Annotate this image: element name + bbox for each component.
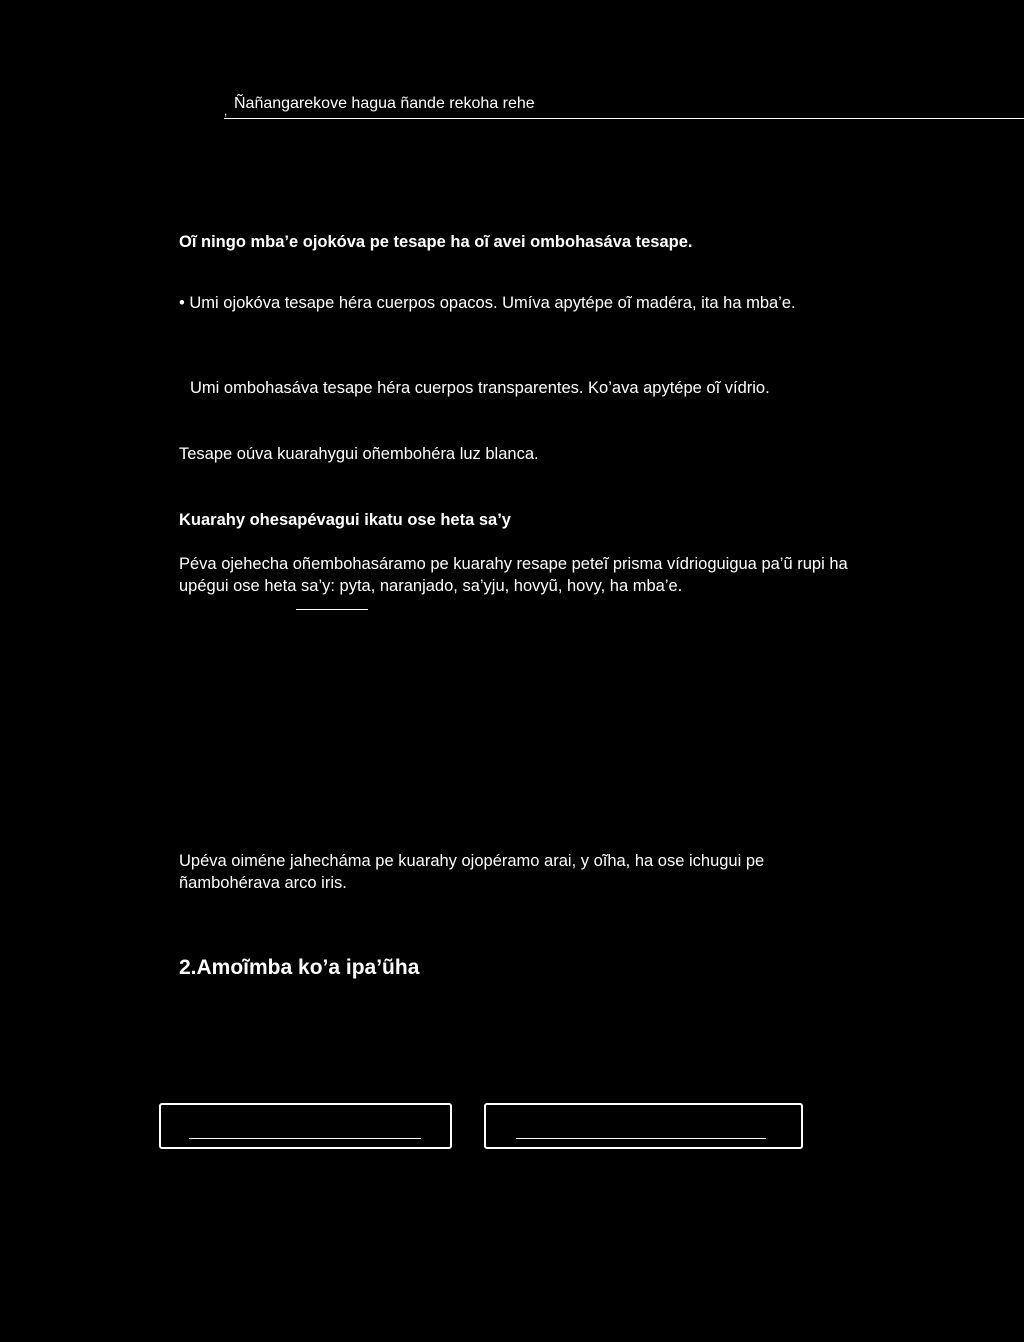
rainbow-paragraph: Upéva oiméne jahecháma pe kuarahy ojopéramo arai, y oĩha, ha ose ichugui pe ñambohérava arco iris. [179, 852, 765, 892]
intro-statement: Oĩ ningo mba’e ojokóva pe tesape ha oĩ avei ombohasáva tesape. [179, 233, 693, 251]
section-title: 2.Amoĩmba ko’a ipa’ũha [179, 956, 420, 979]
subheading: Kuarahy ohesapévagui ikatu ose heta sa’y [179, 511, 511, 529]
item-transparent-bodies: Umi ombohasáva tesape héra cuerpos transparentes. Ko’ava apytépe oĩ vídrio. [190, 379, 770, 397]
prism-paragraph: Péva ojehecha oñembohasáramo pe kuarahy resape peteĩ prisma vídrioguigua pa’ũ rupi ha upégui ose heta sa’y: pyta, naranjado, sa’yju, hovyũ, hovy, ha mba’e. [179, 555, 848, 595]
answer-line-2 [516, 1138, 766, 1139]
answer-box-1[interactable] [159, 1103, 452, 1149]
header-title: Ñañangarekove hagua ñande rekoha rehe [234, 95, 535, 112]
answer-line-1 [189, 1138, 421, 1139]
answer-box-2[interactable] [484, 1103, 803, 1149]
divider-rule [296, 609, 368, 610]
item-white-light: Tesape oúva kuarahygui oñembohéra luz blanca. [179, 445, 539, 463]
header-mark: , [224, 104, 228, 118]
page-header [224, 94, 1024, 119]
item-opaque-bodies: • Umi ojokóva tesape héra cuerpos opacos. Umíva apytépe oĩ madéra, ita ha mba’e. [179, 294, 796, 312]
